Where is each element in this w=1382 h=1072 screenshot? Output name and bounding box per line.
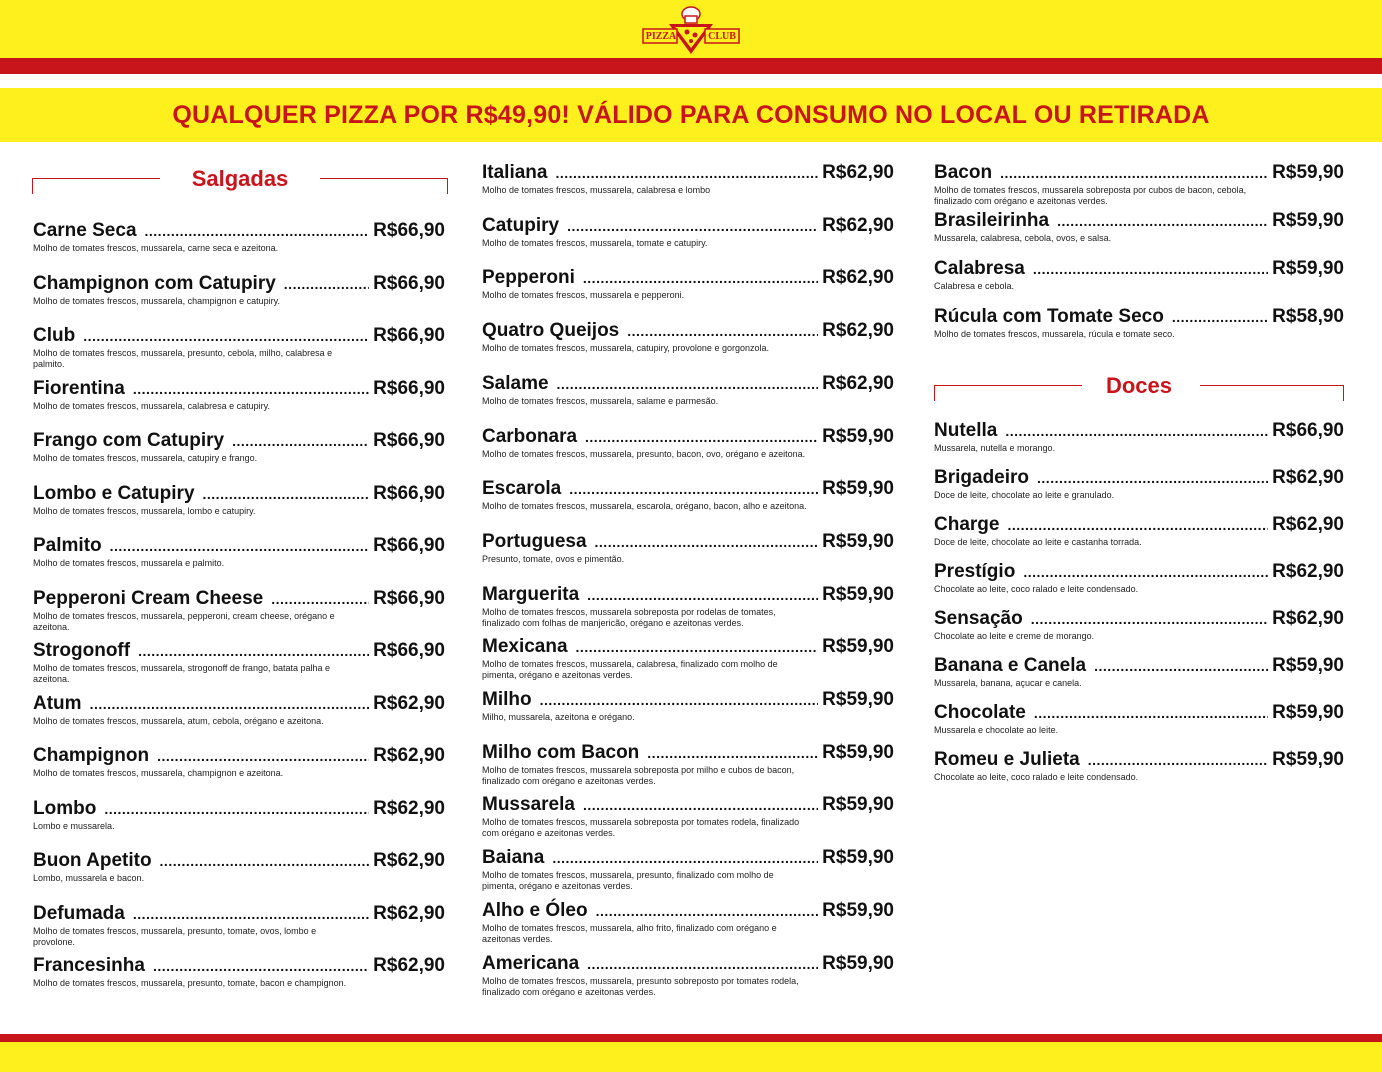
item-price: R$58,90 [1272, 306, 1344, 327]
item-name: Club [33, 325, 76, 346]
menu-item-row [482, 531, 894, 553]
menu-item [934, 702, 1344, 736]
item-description: Molho de tomates frescos, mussarela sobreposta por rodelas de tomates, finalizado com folhas de manjericão, orégano e azeitonas verdes. [482, 606, 776, 628]
item-price: R$66,90 [373, 482, 445, 504]
menu-item [934, 467, 1344, 501]
menu-item [482, 953, 894, 998]
dot-leader [145, 223, 370, 239]
item-description: Mussarela, nutella e morango. [934, 443, 1056, 453]
item-description: Doce de leite, chocolate ao leite e castanha torrada. [934, 537, 1142, 547]
item-description: Molho de tomates frescos, mussarela, champignon e azeitona. [33, 768, 284, 778]
item-description: Mussarela, calabresa, cebola, ovos, e salsa. [934, 233, 1112, 243]
dot-leader [1023, 564, 1268, 580]
menu-item [482, 320, 894, 354]
item-name: Strogonoff [33, 640, 131, 661]
item-price: R$59,90 [822, 952, 894, 974]
item-price: R$66,90 [373, 377, 445, 399]
dot-leader [583, 797, 818, 813]
dot-leader [104, 801, 369, 817]
dot-leader [1057, 213, 1268, 229]
item-price: R$62,90 [822, 372, 894, 394]
item-description: Molho de tomates frescos, mussarela, calabresa, finalizado com molho de pimenta, orégano e azeitonas verdes. [482, 659, 778, 681]
logo-text-right: CLUB [708, 31, 736, 42]
item-description: Molho de tomates frescos, mussarela, alho frito, finalizado com orégano e azeitonas verdes. [482, 922, 777, 944]
menu-item [482, 267, 894, 301]
menu-item-row [482, 584, 894, 606]
menu-item [33, 535, 445, 569]
dot-leader [160, 853, 370, 869]
item-description: Molho de tomates frescos, mussarela sobreposta por tomates rodela, finalizado com orégano e azeitonas verdes. [482, 817, 800, 839]
menu-item [33, 640, 445, 685]
menu-item-row [482, 162, 894, 184]
item-name: Nutella [934, 420, 998, 441]
doces-header [934, 367, 1344, 407]
menu-item-row [934, 162, 1344, 184]
item-price: R$62,90 [822, 320, 894, 342]
item-description: Molho de tomates frescos, mussarela, calabresa e lombo [482, 185, 711, 195]
item-name: Pepperoni [482, 267, 575, 289]
menu-item [33, 693, 445, 727]
section-title-salgadas: Salgadas [191, 166, 289, 191]
menu-item-row [934, 258, 1344, 280]
item-name: Salame [482, 372, 549, 394]
item-name: Palmito [33, 535, 102, 556]
item-name: Escarola [482, 478, 562, 500]
item-description: Molho de tomates frescos, mussarela, escarola, orégano, bacon, alho e azeitona. [482, 501, 807, 512]
item-price: R$62,90 [373, 797, 445, 819]
item-description: Doce de leite, chocolate ao leite e granulado. [934, 490, 1115, 500]
dot-leader [271, 591, 369, 607]
dot-leader [1034, 705, 1268, 721]
item-name: Prestígio [934, 561, 1016, 582]
item-description: Molho de tomates frescos, mussarela, salame e parmesão. [482, 395, 719, 406]
item-price: R$62,90 [1272, 608, 1344, 629]
item-price: R$62,90 [373, 745, 445, 766]
item-name: Brasileirinha [934, 210, 1050, 231]
dot-leader [138, 643, 369, 659]
menu-item [482, 162, 894, 196]
menu-item-row [33, 588, 445, 610]
menu-item-row [482, 478, 894, 500]
item-description: Molho de tomates frescos, mussarela, rúcula e tomate seco. [934, 329, 1175, 339]
menu-item-row [934, 561, 1344, 583]
item-name: Lombo e Catupiry [33, 482, 195, 504]
dot-leader [90, 696, 370, 712]
menu-item-row [33, 850, 445, 872]
menu-item-row [33, 378, 445, 400]
item-price: R$62,90 [373, 955, 445, 976]
menu-item-row [33, 273, 445, 295]
menu-item [934, 608, 1344, 642]
dot-leader [1031, 611, 1268, 627]
menu-item [482, 742, 894, 787]
item-price: R$59,90 [822, 636, 894, 658]
dot-leader [540, 692, 819, 708]
pizza-club-logo [641, 4, 741, 56]
section-title-doces: Doces [1105, 373, 1173, 398]
menu-item-row [482, 320, 894, 342]
dot-leader [110, 538, 370, 554]
item-price: R$59,90 [1272, 258, 1344, 279]
menu-item-row [33, 483, 445, 505]
item-name: Mexicana [482, 636, 568, 658]
item-name: Marguerita [482, 583, 580, 605]
item-description: Lombo, mussarela e bacon. [33, 873, 145, 883]
menu-item [33, 220, 445, 254]
item-description: Molho de tomates frescos, mussarela, presunto sobreposto por tomates rodela, finalizado com orégano e azeitonas verdes. [482, 975, 799, 997]
menu-item [33, 850, 445, 884]
item-price: R$59,90 [822, 899, 894, 921]
item-price: R$59,90 [1272, 210, 1344, 231]
menu-item [33, 745, 445, 779]
item-name: Alho e Óleo [482, 899, 588, 921]
menu-item [33, 588, 445, 633]
item-price: R$62,90 [1272, 561, 1344, 582]
dot-leader [1094, 658, 1268, 674]
dot-leader [1088, 752, 1268, 768]
menu-item [482, 426, 894, 460]
menu-item [934, 420, 1344, 454]
item-description: Chocolate ao leite, coco ralado e leite condensado. [934, 772, 1139, 782]
menu-item-row [482, 215, 894, 237]
item-price: R$59,90 [822, 425, 894, 447]
menu-item [934, 749, 1344, 783]
item-price: R$59,90 [1272, 655, 1344, 676]
item-description: Molho de tomates frescos, mussarela, presunto, finalizado com molho de pimenta, orégano e azeitonas verdes. [482, 870, 774, 892]
menu-item-row [482, 636, 894, 658]
menu-item-row [934, 514, 1344, 536]
dot-leader [555, 165, 818, 181]
item-name: Baiana [482, 847, 545, 869]
dot-leader [567, 218, 818, 234]
item-description: Molho de tomates frescos, mussarela, pepperoni, cream cheese, orégano e azeitona. [33, 610, 335, 632]
menu-item-row [934, 608, 1344, 630]
item-price: R$62,90 [373, 850, 445, 871]
item-name: Bacon [934, 162, 993, 183]
menu-item-row [33, 903, 445, 925]
item-price: R$62,90 [822, 214, 894, 236]
item-description: Milho, mussarela, azeitona e orégano. [482, 712, 635, 722]
item-description: Molho de tomates frescos, mussarela, lombo e catupiry. [33, 505, 256, 516]
menu-item [482, 478, 894, 512]
menu-item-row [934, 655, 1344, 677]
menu-item [33, 955, 445, 989]
menu-item [33, 430, 445, 464]
item-name: Milho [482, 689, 532, 710]
menu-item-row [934, 210, 1344, 232]
item-name: Banana e Canela [934, 655, 1087, 676]
dot-leader [1005, 423, 1268, 439]
item-price: R$66,90 [373, 220, 445, 241]
menu-item [482, 847, 894, 892]
menu-item-row [934, 749, 1344, 771]
menu-item-row [482, 953, 894, 975]
item-name: Fiorentina [33, 377, 125, 399]
item-description: Molho de tomates frescos, mussarela, calabresa e catupiry. [33, 400, 270, 411]
dot-leader [627, 323, 818, 339]
menu-item [482, 531, 894, 565]
item-price: R$62,90 [1272, 514, 1344, 535]
menu-item-row [482, 900, 894, 922]
dot-leader [647, 745, 818, 761]
menu-item [934, 655, 1344, 689]
top-red-stripe [0, 58, 1382, 74]
item-price: R$66,90 [373, 272, 445, 294]
dot-leader [1007, 517, 1268, 533]
logo-text-left: PIZZA [645, 31, 677, 42]
item-name: Chocolate [934, 702, 1026, 723]
menu-item [33, 483, 445, 517]
menu-item [934, 210, 1344, 244]
menu-item-row [33, 798, 445, 820]
dot-leader [587, 587, 818, 603]
item-description: Calabresa e cebola. [934, 281, 1015, 291]
item-description: Molho de tomates frescos, mussarela, presunto, tomate, ovos, lombo e provolone. [33, 925, 317, 947]
item-description: Molho de tomates frescos, mussarela, presunto, cebola, milho, calabresa e palmito. [33, 348, 333, 369]
dot-leader [585, 429, 818, 445]
item-description: Molho de tomates frescos, mussarela sobreposta por milho e cubos de bacon, finalizado com orégano e azeitonas verdes. [482, 764, 795, 786]
dot-leader [576, 639, 819, 655]
item-name: Rúcula com Tomate Seco [934, 306, 1164, 327]
item-name: Quatro Queijos [482, 320, 620, 342]
item-description: Molho de tomates frescos, mussarela, catupiry e frango. [33, 453, 258, 463]
dot-leader [203, 486, 370, 502]
item-description: Mussarela e chocolate ao leite. [934, 725, 1059, 735]
item-price: R$59,90 [822, 689, 894, 710]
item-description: Molho de tomates frescos, mussarela sobreposta por cubos de bacon, cebola, finalizado com orégano e azeitonas verdes. [934, 185, 1247, 206]
item-price: R$59,90 [1272, 702, 1344, 723]
item-name: Charge [934, 514, 1000, 535]
item-name: Frango com Catupiry [33, 430, 225, 451]
menu-item-row [934, 306, 1344, 328]
item-name: Brigadeiro [934, 467, 1030, 488]
item-price: R$62,90 [1272, 467, 1344, 488]
item-name: Buon Apetito [33, 850, 152, 871]
item-name: Americana [482, 952, 580, 974]
dot-leader [557, 376, 819, 392]
item-price: R$59,90 [1272, 162, 1344, 183]
menu-item [934, 306, 1344, 340]
menu-item-row [482, 794, 894, 816]
menu-item-row [33, 745, 445, 767]
menu-item [33, 325, 445, 370]
dot-leader [232, 433, 369, 449]
menu-item [934, 162, 1344, 207]
menu-item [482, 794, 894, 839]
promo-text: QUALQUER PIZZA POR R$49,90! VÁLIDO PARA CONSUMO NO LOCAL OU RETIRADA [172, 100, 1210, 129]
dot-leader [1000, 165, 1268, 181]
dot-leader [284, 276, 369, 292]
menu-item [482, 900, 894, 945]
item-price: R$59,90 [822, 847, 894, 869]
item-name: Champignon com Catupiry [33, 272, 276, 294]
menu-item [934, 561, 1344, 595]
menu-item [482, 373, 894, 407]
item-price: R$62,90 [822, 162, 894, 183]
item-price: R$66,90 [373, 640, 445, 661]
item-name: Atum [33, 692, 82, 714]
item-price: R$59,90 [822, 741, 894, 763]
menu-item-row [33, 220, 445, 242]
item-price: R$66,90 [373, 430, 445, 451]
item-name: Romeu e Julieta [934, 749, 1080, 770]
item-name: Lombo [33, 797, 97, 819]
item-description: Chocolate ao leite, coco ralado e leite condensado. [934, 584, 1139, 594]
item-name: Francesinha [33, 955, 145, 976]
item-price: R$66,90 [1272, 420, 1344, 441]
dot-leader [1172, 309, 1268, 325]
menu-item-row [482, 373, 894, 395]
menu-item [482, 584, 894, 629]
item-price: R$66,90 [373, 535, 445, 556]
menu-item-row [482, 689, 894, 711]
dot-leader [133, 906, 369, 922]
item-name: Pepperoni Cream Cheese [33, 587, 264, 609]
menu-item [33, 798, 445, 832]
item-name: Portuguesa [482, 530, 587, 552]
item-description: Molho de tomates frescos, mussarela, strogonoff de frango, batata palha e azeitona. [33, 663, 331, 684]
item-price: R$62,90 [373, 692, 445, 714]
item-description: Presunto, tomate, ovos e pimentão. [482, 553, 625, 564]
dot-leader [595, 534, 819, 550]
menu-item [934, 514, 1344, 548]
menu-item [33, 273, 445, 307]
item-name: Calabresa [934, 258, 1025, 279]
menu-item-row [934, 467, 1344, 489]
menu-item-row [482, 847, 894, 869]
menu-item-row [482, 426, 894, 448]
item-description: Mussarela, banana, açucar e canela. [934, 678, 1082, 688]
item-description: Molho de tomates frescos, mussarela, atum, cebola, orégano e azeitona. [33, 715, 324, 726]
menu-item-row [482, 742, 894, 764]
menu-item-row [33, 640, 445, 662]
menu-item-row [33, 535, 445, 557]
item-description: Chocolate ao leite e creme de morango. [934, 631, 1095, 641]
item-name: Catupiry [482, 214, 560, 236]
item-description: Molho de tomates frescos, mussarela e pepperoni. [482, 290, 685, 301]
dot-leader [153, 958, 369, 974]
menu-item [33, 903, 445, 948]
item-price: R$59,90 [1272, 749, 1344, 770]
item-price: R$59,90 [822, 530, 894, 552]
bottom-red-stripe [0, 1034, 1382, 1042]
dot-leader [596, 903, 819, 919]
item-name: Mussarela [482, 794, 575, 816]
item-price: R$66,90 [373, 325, 445, 346]
item-description: Lombo e mussarela. [33, 820, 115, 831]
menu-item [33, 378, 445, 412]
item-name: Carne Seca [33, 220, 137, 241]
menu-item-row [482, 267, 894, 289]
item-description: Molho de tomates frescos, mussarela, champignon e catupiry. [33, 295, 280, 306]
item-price: R$59,90 [822, 794, 894, 816]
item-name: Sensação [934, 608, 1023, 629]
dot-leader [157, 748, 369, 764]
dot-leader [83, 328, 369, 344]
item-description: Molho de tomates frescos, mussarela, tomate e catupiry. [482, 237, 708, 248]
item-price: R$62,90 [822, 267, 894, 289]
dot-leader [569, 481, 818, 497]
menu-item [482, 689, 894, 723]
dot-leader [587, 956, 818, 972]
item-price: R$59,90 [822, 478, 894, 500]
dot-leader [133, 381, 369, 397]
menu-item [482, 215, 894, 249]
menu-item-row [33, 693, 445, 715]
chef-hat-icon [682, 7, 700, 23]
item-description: Molho de tomates frescos, mussarela, carne seca e azeitona. [33, 243, 279, 253]
item-price: R$66,90 [373, 587, 445, 609]
item-description: Molho de tomates frescos, mussarela, catupiry, provolone e gorgonzola. [482, 343, 769, 354]
salgadas-header [32, 160, 448, 200]
dot-leader [1033, 261, 1268, 277]
menu-item-row [33, 955, 445, 977]
menu-item-row [934, 702, 1344, 724]
item-price: R$59,90 [822, 583, 894, 605]
menu-item-row [934, 420, 1344, 442]
item-description: Molho de tomates frescos, mussarela, presunto, tomate, bacon e champignon. [33, 978, 347, 988]
bottom-yellow-band [0, 1042, 1382, 1072]
item-name: Milho com Bacon [482, 741, 640, 763]
promo-banner [0, 88, 1382, 142]
item-name: Defumada [33, 902, 125, 924]
item-description: Molho de tomates frescos, mussarela e palmito. [33, 558, 225, 568]
menu-item-row [33, 430, 445, 452]
dot-leader [552, 850, 818, 866]
dot-leader [583, 270, 818, 286]
item-name: Carbonara [482, 425, 578, 447]
dot-leader [1037, 470, 1268, 486]
item-price: R$62,90 [373, 902, 445, 924]
item-description: Molho de tomates frescos, mussarela, presunto, bacon, ovo, orégano e azeitona. [482, 448, 806, 459]
item-name: Italiana [482, 162, 548, 183]
menu-item [934, 258, 1344, 292]
menu-item [482, 636, 894, 681]
item-name: Champignon [33, 745, 150, 766]
menu-item-row [33, 325, 445, 347]
